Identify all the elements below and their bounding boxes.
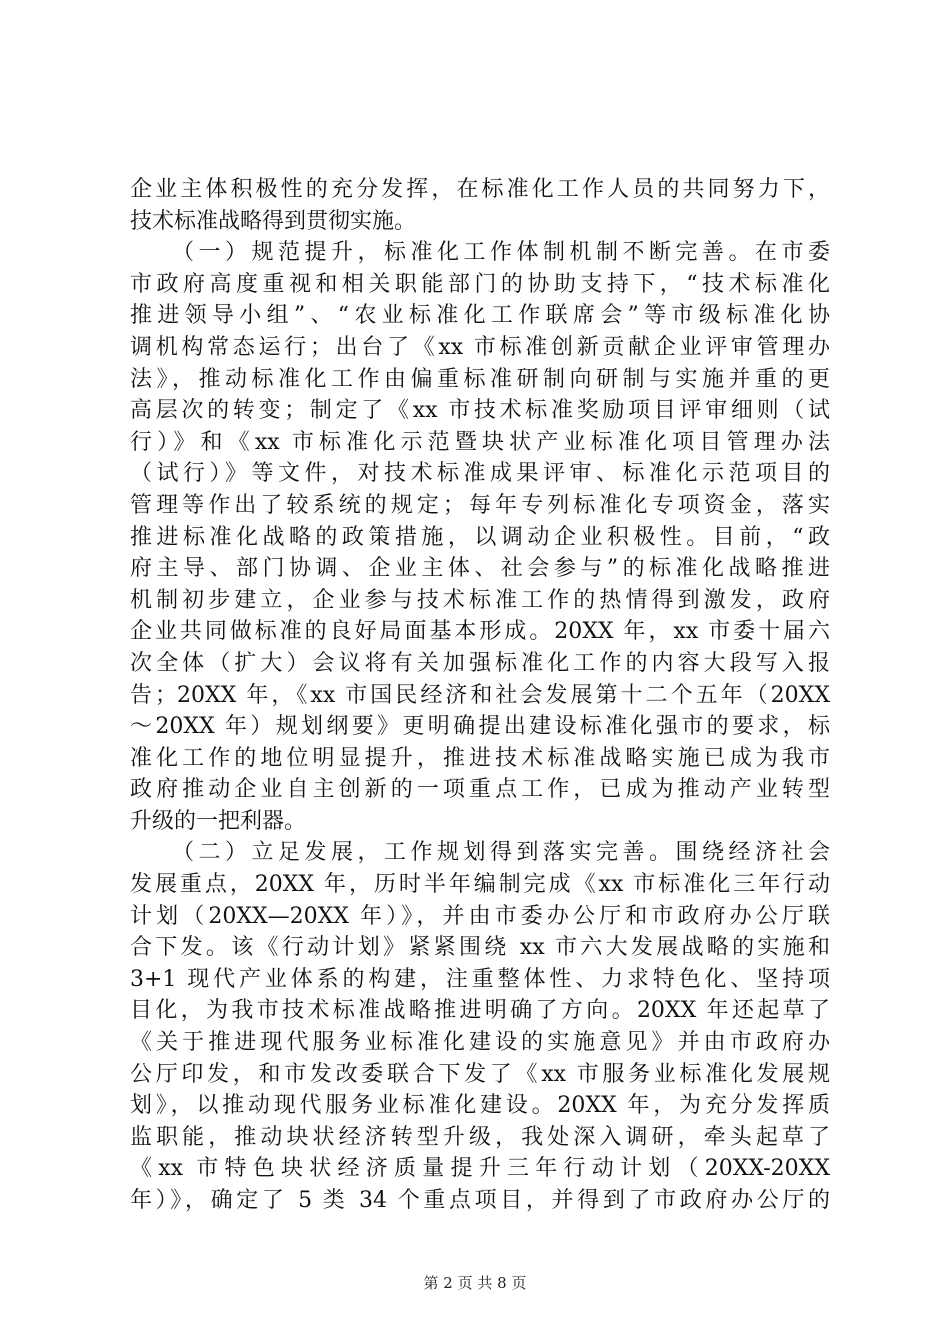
text-line: 准化工作的地位明显提升，推进技术标准战略实施已成为我市	[130, 745, 830, 771]
text-line: 次全体（扩大）会议将有关加强标准化工作的内容大段写入报	[130, 650, 830, 676]
text-line: 年）》，确定了 5 类 34 个重点项目，并得到了市政府办公厅的	[130, 1188, 830, 1213]
text-line: 合下发。该《行动计划》紧紧围绕 xx 市六大发展战略的实施和	[130, 935, 830, 961]
text-line: 目化，为我市技术标准战略推进明确了方向。20XX 年还起草了	[130, 998, 830, 1024]
text-line: 推进标准化战略的政策措施，以调动企业积极性。目前，“政	[130, 524, 830, 550]
text-line: 法》，推动标准化工作由偏重标准研制向研制与实施并重的更	[130, 366, 830, 392]
text-line: 企业主体积极性的充分发挥，在标准化工作人员的共同努力下，	[130, 177, 830, 202]
text-line: 告；20XX 年，《xx 市国民经济和社会发展第十二个五年（20XX	[130, 682, 830, 708]
text-line: 《关于推进现代服务业标准化建设的实施意见》并由市政府办	[130, 1030, 830, 1056]
text-line: 企业共同做标准的良好局面基本形成。20XX 年，xx 市委十届六	[130, 619, 830, 645]
text-line: 监职能，推动块状经济转型升级，我处深入调研，牵头起草了	[130, 1124, 830, 1150]
text-line: 机制初步建立，企业参与技术标准工作的热情得到激发，政府	[130, 587, 830, 613]
text-line: （二）立足发展，工作规划得到落实完善。围绕经济社会	[130, 840, 830, 866]
text-line: 行）》和《xx 市标准化示范暨块状产业标准化项目管理办法	[130, 429, 830, 455]
text-line: 发展重点，20XX 年，历时半年编制完成《xx 市标准化三年行动	[130, 872, 830, 898]
text-line: 推进领导小组”、“农业标准化工作联席会”等市级标准化协	[130, 303, 830, 329]
text-line: （试行）》等文件，对技术标准成果评审、标准化示范项目的	[130, 461, 830, 487]
document-body	[130, 174, 830, 1217]
text-line: 3+1 现代产业体系的构建，注重整体性、力求特色化、坚持项	[130, 966, 830, 992]
text-line: 管理等作出了较系统的规定；每年专列标准化专项资金，落实	[130, 492, 830, 518]
text-line: 政府推动企业自主创新的一项重点工作，已成为推动产业转型	[130, 777, 830, 803]
text-line: 市政府高度重视和相关职能部门的协助支持下，“技术标准化	[130, 271, 830, 297]
text-line: 升级的一把利器。	[130, 808, 307, 834]
text-line: 调机构常态运行；出台了《xx 市标准创新贡献企业评审管理办	[130, 334, 830, 360]
text-line: 府主导、部门协调、企业主体、社会参与”的标准化战略推进	[130, 556, 830, 582]
text-line: 划》，以推动现代服务业标准化建设。20XX 年，为充分发挥质	[130, 1093, 830, 1119]
text-line: （一）规范提升，标准化工作体制机制不断完善。在市委	[130, 240, 830, 266]
text-line: 计划（20XX—20XX 年）》，并由市委办公厅和市政府办公厅联	[130, 903, 830, 929]
text-line: 公厅印发，和市发改委联合下发了《xx 市服务业标准化发展规	[130, 1061, 830, 1087]
text-line: 技术标准战略得到贯彻实施。	[130, 208, 417, 234]
text-line: ～20XX 年）规划纲要》更明确提出建设标准化强市的要求，标	[130, 714, 830, 740]
text-line: 《xx 市特色块状经济质量提升三年行动计划（20XX-20XX	[130, 1156, 830, 1182]
text-line: 高层次的转变；制定了《xx 市技术标准奖励项目评审细则（试	[130, 398, 830, 424]
page-footer: 第 2 页 共 8 页	[423, 1274, 527, 1292]
